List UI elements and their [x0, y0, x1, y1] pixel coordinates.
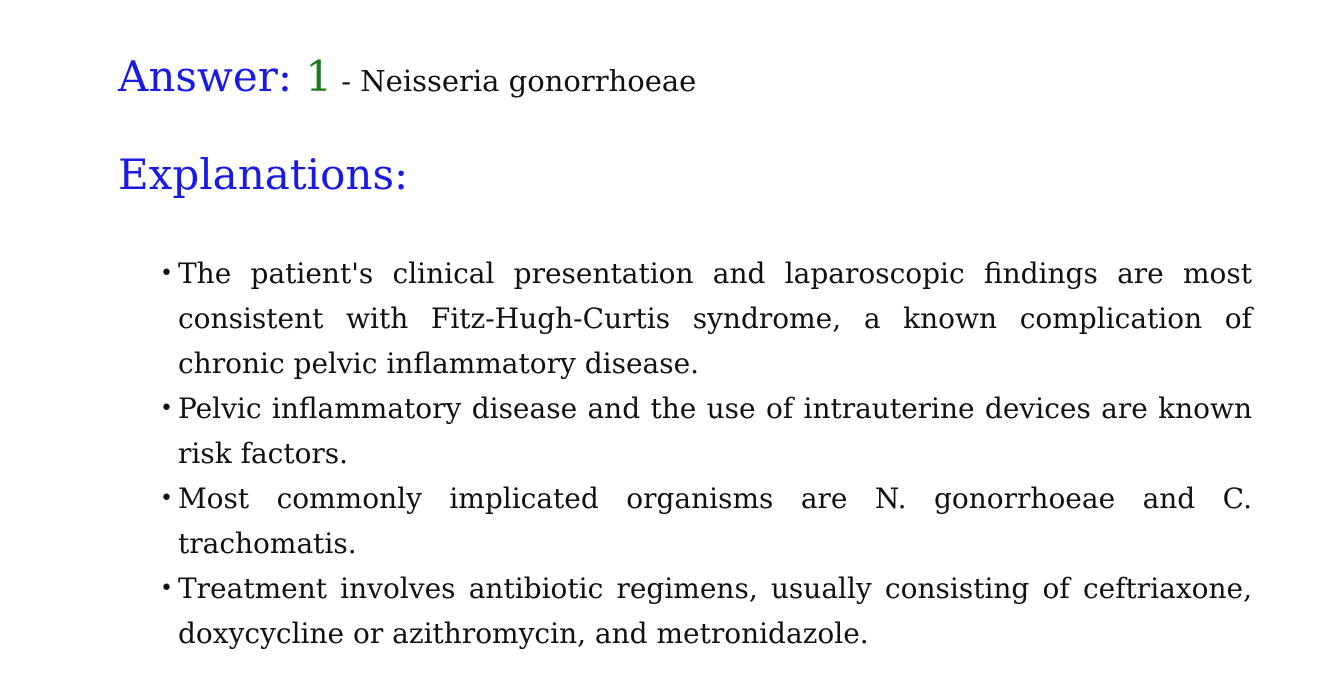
- list-item: [160, 386, 1252, 476]
- answer-text: - Neisseria gonorrhoeae: [332, 64, 697, 98]
- list-item-text: The patient's clinical presentation and laparoscopic findings are most consistent with Fitz-Hugh-Curtis syndrome, a known complication of chronic pelvic inflammatory disease.: [178, 257, 1252, 380]
- list-item-text: Pelvic inflammatory disease and the use of intrauterine devices are known risk factors.: [178, 392, 1252, 470]
- list-item: [160, 251, 1252, 386]
- bullet-icon: •: [160, 396, 173, 421]
- answer-number: 1: [305, 52, 333, 101]
- bullet-icon: •: [160, 576, 173, 601]
- answer-label: Answer:: [118, 52, 306, 101]
- list-item-text: Treatment involves antibiotic regimens, usually consisting of ceftriaxone, doxycycline or azithromycin, and metronidazole.: [178, 572, 1252, 650]
- explanations-heading: Explanations:: [118, 150, 409, 199]
- bullet-icon: •: [160, 261, 173, 286]
- list-item-text: Most commonly implicated organisms are N. gonorrhoeae and C. trachomatis.: [178, 482, 1252, 560]
- bullet-icon: •: [160, 486, 173, 511]
- answer-line: [118, 52, 696, 101]
- list-item: [160, 566, 1252, 656]
- explanations-list: [160, 251, 1252, 656]
- list-item: [160, 476, 1252, 566]
